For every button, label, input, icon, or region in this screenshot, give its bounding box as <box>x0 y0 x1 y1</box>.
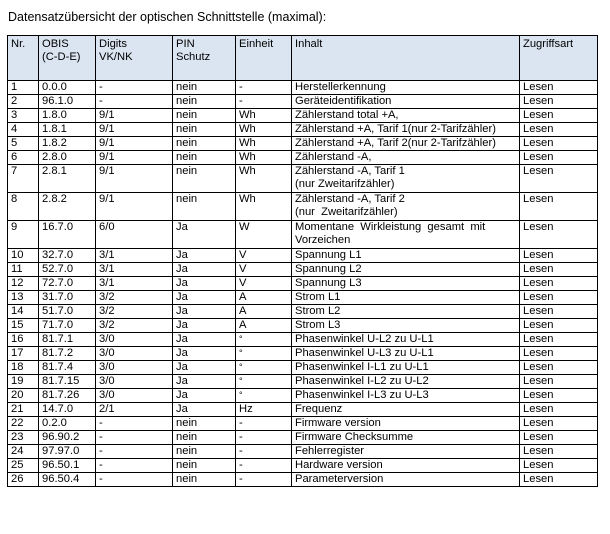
cell-einheit: W <box>236 221 292 249</box>
cell-obis: 96.50.1 <box>39 459 96 473</box>
cell-zugriffsart: Lesen <box>520 249 598 263</box>
cell-digits: 3/0 <box>96 333 173 347</box>
cell-inhalt: Firmware version <box>292 417 520 431</box>
cell-inhalt: Strom L2 <box>292 305 520 319</box>
table-row <box>8 151 598 165</box>
cell-inhalt: Zählerstand total +A, <box>292 109 520 123</box>
cell-einheit: - <box>236 445 292 459</box>
cell-pin: Ja <box>173 305 236 319</box>
cell-digits: - <box>96 95 173 109</box>
header-einheit: Einheit <box>236 36 292 81</box>
cell-pin: nein <box>173 445 236 459</box>
cell-inhalt: Fehlerregister <box>292 445 520 459</box>
header-nr: Nr. <box>8 36 39 81</box>
cell-inhalt <box>292 221 520 249</box>
cell-inhalt-line: Zählerstand -A, Tarif 2 <box>295 193 405 205</box>
cell-digits: 3/2 <box>96 291 173 305</box>
cell-inhalt-line: (nur Zweitarifzähler) <box>295 178 395 190</box>
cell-digits: 9/1 <box>96 193 173 221</box>
cell-obis: 81.7.15 <box>39 375 96 389</box>
header-digits: Digits VK/NK <box>96 36 173 81</box>
cell-zugriffsart: Lesen <box>520 403 598 417</box>
table-row <box>8 333 598 347</box>
cell-einheit: Hz <box>236 403 292 417</box>
cell-nr: 3 <box>8 109 39 123</box>
cell-zugriffsart: Lesen <box>520 291 598 305</box>
cell-einheit: ° <box>236 361 292 375</box>
cell-nr: 26 <box>8 473 39 487</box>
cell-digits: 3/0 <box>96 389 173 403</box>
cell-pin: nein <box>173 165 236 193</box>
cell-inhalt: Phasenwinkel U-L2 zu U-L1 <box>292 333 520 347</box>
cell-digits: - <box>96 459 173 473</box>
cell-inhalt: Phasenwinkel U-L3 zu U-L1 <box>292 347 520 361</box>
cell-digits: 3/1 <box>96 277 173 291</box>
cell-nr: 18 <box>8 361 39 375</box>
cell-nr: 11 <box>8 263 39 277</box>
cell-einheit: - <box>236 95 292 109</box>
cell-pin: nein <box>173 137 236 151</box>
table-row <box>8 277 598 291</box>
cell-inhalt <box>292 193 520 221</box>
cell-zugriffsart: Lesen <box>520 445 598 459</box>
cell-digits: 3/2 <box>96 319 173 333</box>
cell-einheit: ° <box>236 333 292 347</box>
cell-inhalt: Parameterversion <box>292 473 520 487</box>
cell-zugriffsart: Lesen <box>520 473 598 487</box>
table-row <box>8 249 598 263</box>
table-row <box>8 445 598 459</box>
cell-pin: nein <box>173 123 236 137</box>
cell-inhalt: Zählerstand -A, <box>292 151 520 165</box>
cell-zugriffsart: Lesen <box>520 361 598 375</box>
cell-obis: 71.7.0 <box>39 319 96 333</box>
cell-digits: 9/1 <box>96 165 173 193</box>
cell-einheit: - <box>236 417 292 431</box>
table-row <box>8 165 598 193</box>
cell-obis: 51.7.0 <box>39 305 96 319</box>
cell-inhalt: Strom L3 <box>292 319 520 333</box>
cell-digits: 3/1 <box>96 249 173 263</box>
cell-nr: 12 <box>8 277 39 291</box>
cell-pin: Ja <box>173 221 236 249</box>
cell-nr: 4 <box>8 123 39 137</box>
cell-inhalt: Spannung L3 <box>292 277 520 291</box>
cell-pin: nein <box>173 109 236 123</box>
cell-pin: Ja <box>173 263 236 277</box>
cell-nr: 25 <box>8 459 39 473</box>
cell-obis: 96.90.2 <box>39 431 96 445</box>
cell-digits: 2/1 <box>96 403 173 417</box>
cell-obis: 1.8.2 <box>39 137 96 151</box>
cell-obis: 2.8.2 <box>39 193 96 221</box>
obis-data-table <box>7 35 598 487</box>
cell-inhalt-line: (nur Zweitarifzähler) <box>295 206 398 218</box>
cell-digits: 3/1 <box>96 263 173 277</box>
cell-digits: 3/0 <box>96 375 173 389</box>
cell-obis: 81.7.2 <box>39 347 96 361</box>
header-inhalt: Inhalt <box>292 36 520 81</box>
table-row <box>8 319 598 333</box>
table-row <box>8 403 598 417</box>
cell-einheit: ° <box>236 389 292 403</box>
table-row <box>8 291 598 305</box>
cell-nr: 17 <box>8 347 39 361</box>
table-row <box>8 123 598 137</box>
cell-pin: nein <box>173 95 236 109</box>
cell-digits: 9/1 <box>96 123 173 137</box>
cell-obis: 1.8.0 <box>39 109 96 123</box>
cell-einheit: V <box>236 249 292 263</box>
cell-zugriffsart: Lesen <box>520 193 598 221</box>
cell-pin: nein <box>173 431 236 445</box>
cell-inhalt: Spannung L1 <box>292 249 520 263</box>
cell-obis: 52.7.0 <box>39 263 96 277</box>
cell-einheit: - <box>236 81 292 95</box>
cell-obis: 81.7.1 <box>39 333 96 347</box>
cell-obis: 32.7.0 <box>39 249 96 263</box>
table-caption: Datensatzübersicht der optischen Schnittstelle (maximal): <box>8 10 327 24</box>
table-row <box>8 417 598 431</box>
cell-obis: 16.7.0 <box>39 221 96 249</box>
cell-inhalt: Phasenwinkel I-L1 zu U-L1 <box>292 361 520 375</box>
table-row <box>8 263 598 277</box>
cell-digits: 3/0 <box>96 361 173 375</box>
cell-inhalt: Spannung L2 <box>292 263 520 277</box>
cell-inhalt: Geräteidentifikation <box>292 95 520 109</box>
cell-nr: 20 <box>8 389 39 403</box>
cell-einheit: A <box>236 305 292 319</box>
header-zugriffsart: Zugriffsart <box>520 36 598 81</box>
cell-nr: 14 <box>8 305 39 319</box>
cell-pin: nein <box>173 417 236 431</box>
cell-obis: 81.7.26 <box>39 389 96 403</box>
table-row <box>8 109 598 123</box>
cell-pin: Ja <box>173 403 236 417</box>
cell-einheit: Wh <box>236 137 292 151</box>
cell-pin: nein <box>173 473 236 487</box>
cell-zugriffsart: Lesen <box>520 221 598 249</box>
cell-einheit: V <box>236 277 292 291</box>
cell-nr: 10 <box>8 249 39 263</box>
cell-zugriffsart: Lesen <box>520 305 598 319</box>
cell-zugriffsart: Lesen <box>520 165 598 193</box>
cell-inhalt: Herstellerkennung <box>292 81 520 95</box>
cell-inhalt-line: Vorzeichen <box>295 234 351 246</box>
cell-inhalt-line: Zählerstand -A, Tarif 1 <box>295 165 405 177</box>
cell-zugriffsart: Lesen <box>520 417 598 431</box>
cell-einheit: Wh <box>236 151 292 165</box>
cell-inhalt: Hardware version <box>292 459 520 473</box>
cell-pin: nein <box>173 81 236 95</box>
cell-nr: 6 <box>8 151 39 165</box>
table-row <box>8 193 598 221</box>
cell-nr: 24 <box>8 445 39 459</box>
cell-zugriffsart: Lesen <box>520 95 598 109</box>
cell-digits: - <box>96 473 173 487</box>
table-row <box>8 459 598 473</box>
cell-einheit: ° <box>236 375 292 389</box>
cell-obis: 0.2.0 <box>39 417 96 431</box>
table-header-row <box>8 36 598 81</box>
cell-einheit: Wh <box>236 165 292 193</box>
table-row <box>8 431 598 445</box>
cell-einheit: V <box>236 263 292 277</box>
cell-digits: - <box>96 81 173 95</box>
cell-digits: - <box>96 431 173 445</box>
cell-pin: Ja <box>173 319 236 333</box>
cell-zugriffsart: Lesen <box>520 137 598 151</box>
cell-nr: 15 <box>8 319 39 333</box>
cell-nr: 5 <box>8 137 39 151</box>
cell-nr: 21 <box>8 403 39 417</box>
cell-inhalt-line: Momentane Wirkleistung gesamt mit <box>295 221 486 233</box>
cell-nr: 8 <box>8 193 39 221</box>
cell-obis: 72.7.0 <box>39 277 96 291</box>
cell-zugriffsart: Lesen <box>520 375 598 389</box>
cell-pin: Ja <box>173 249 236 263</box>
cell-einheit: Wh <box>236 193 292 221</box>
table-row <box>8 473 598 487</box>
cell-nr: 2 <box>8 95 39 109</box>
cell-einheit: Wh <box>236 123 292 137</box>
cell-obis: 2.8.0 <box>39 151 96 165</box>
cell-digits: 9/1 <box>96 137 173 151</box>
cell-einheit: - <box>236 459 292 473</box>
cell-pin: Ja <box>173 291 236 305</box>
cell-nr: 1 <box>8 81 39 95</box>
cell-zugriffsart: Lesen <box>520 333 598 347</box>
cell-inhalt: Zählerstand +A, Tarif 2(nur 2-Tarifzähler) <box>292 137 520 151</box>
table-row <box>8 347 598 361</box>
cell-digits: 6/0 <box>96 221 173 249</box>
cell-nr: 23 <box>8 431 39 445</box>
table-row <box>8 221 598 249</box>
cell-pin: nein <box>173 151 236 165</box>
cell-pin: Ja <box>173 361 236 375</box>
table-row <box>8 81 598 95</box>
cell-zugriffsart: Lesen <box>520 319 598 333</box>
cell-einheit: A <box>236 291 292 305</box>
cell-nr: 16 <box>8 333 39 347</box>
cell-pin: Ja <box>173 375 236 389</box>
cell-inhalt: Zählerstand +A, Tarif 1(nur 2-Tarifzähler) <box>292 123 520 137</box>
header-obis: OBIS (C-D-E) <box>39 36 96 81</box>
cell-zugriffsart: Lesen <box>520 263 598 277</box>
table-row <box>8 361 598 375</box>
cell-zugriffsart: Lesen <box>520 277 598 291</box>
cell-obis: 1.8.1 <box>39 123 96 137</box>
cell-pin: nein <box>173 193 236 221</box>
cell-pin: Ja <box>173 347 236 361</box>
cell-zugriffsart: Lesen <box>520 109 598 123</box>
cell-digits: - <box>96 417 173 431</box>
cell-obis: 96.1.0 <box>39 95 96 109</box>
cell-nr: 19 <box>8 375 39 389</box>
cell-inhalt <box>292 165 520 193</box>
cell-nr: 7 <box>8 165 39 193</box>
cell-einheit: Wh <box>236 109 292 123</box>
cell-digits: 9/1 <box>96 151 173 165</box>
cell-pin: Ja <box>173 277 236 291</box>
cell-nr: 22 <box>8 417 39 431</box>
cell-digits: 3/0 <box>96 347 173 361</box>
cell-einheit: ° <box>236 347 292 361</box>
table-row <box>8 389 598 403</box>
cell-obis: 2.8.1 <box>39 165 96 193</box>
cell-obis: 81.7.4 <box>39 361 96 375</box>
table-row <box>8 305 598 319</box>
table-row <box>8 95 598 109</box>
cell-inhalt: Phasenwinkel I-L3 zu U-L3 <box>292 389 520 403</box>
cell-pin: nein <box>173 459 236 473</box>
cell-obis: 97.97.0 <box>39 445 96 459</box>
cell-nr: 13 <box>8 291 39 305</box>
cell-pin: Ja <box>173 389 236 403</box>
cell-zugriffsart: Lesen <box>520 81 598 95</box>
header-pin: PIN Schutz <box>173 36 236 81</box>
cell-einheit: - <box>236 431 292 445</box>
cell-zugriffsart: Lesen <box>520 151 598 165</box>
cell-pin: Ja <box>173 333 236 347</box>
cell-inhalt: Phasenwinkel I-L2 zu U-L2 <box>292 375 520 389</box>
cell-zugriffsart: Lesen <box>520 347 598 361</box>
cell-zugriffsart: Lesen <box>520 389 598 403</box>
cell-zugriffsart: Lesen <box>520 123 598 137</box>
cell-nr: 9 <box>8 221 39 249</box>
cell-digits: 9/1 <box>96 109 173 123</box>
cell-digits: 3/2 <box>96 305 173 319</box>
cell-inhalt: Frequenz <box>292 403 520 417</box>
cell-inhalt: Firmware Checksumme <box>292 431 520 445</box>
cell-zugriffsart: Lesen <box>520 431 598 445</box>
table-row <box>8 137 598 151</box>
cell-obis: 14.7.0 <box>39 403 96 417</box>
cell-zugriffsart: Lesen <box>520 459 598 473</box>
table-row <box>8 375 598 389</box>
cell-einheit: A <box>236 319 292 333</box>
cell-obis: 96.50.4 <box>39 473 96 487</box>
cell-obis: 0.0.0 <box>39 81 96 95</box>
cell-obis: 31.7.0 <box>39 291 96 305</box>
cell-einheit: - <box>236 473 292 487</box>
cell-digits: - <box>96 445 173 459</box>
cell-inhalt: Strom L1 <box>292 291 520 305</box>
